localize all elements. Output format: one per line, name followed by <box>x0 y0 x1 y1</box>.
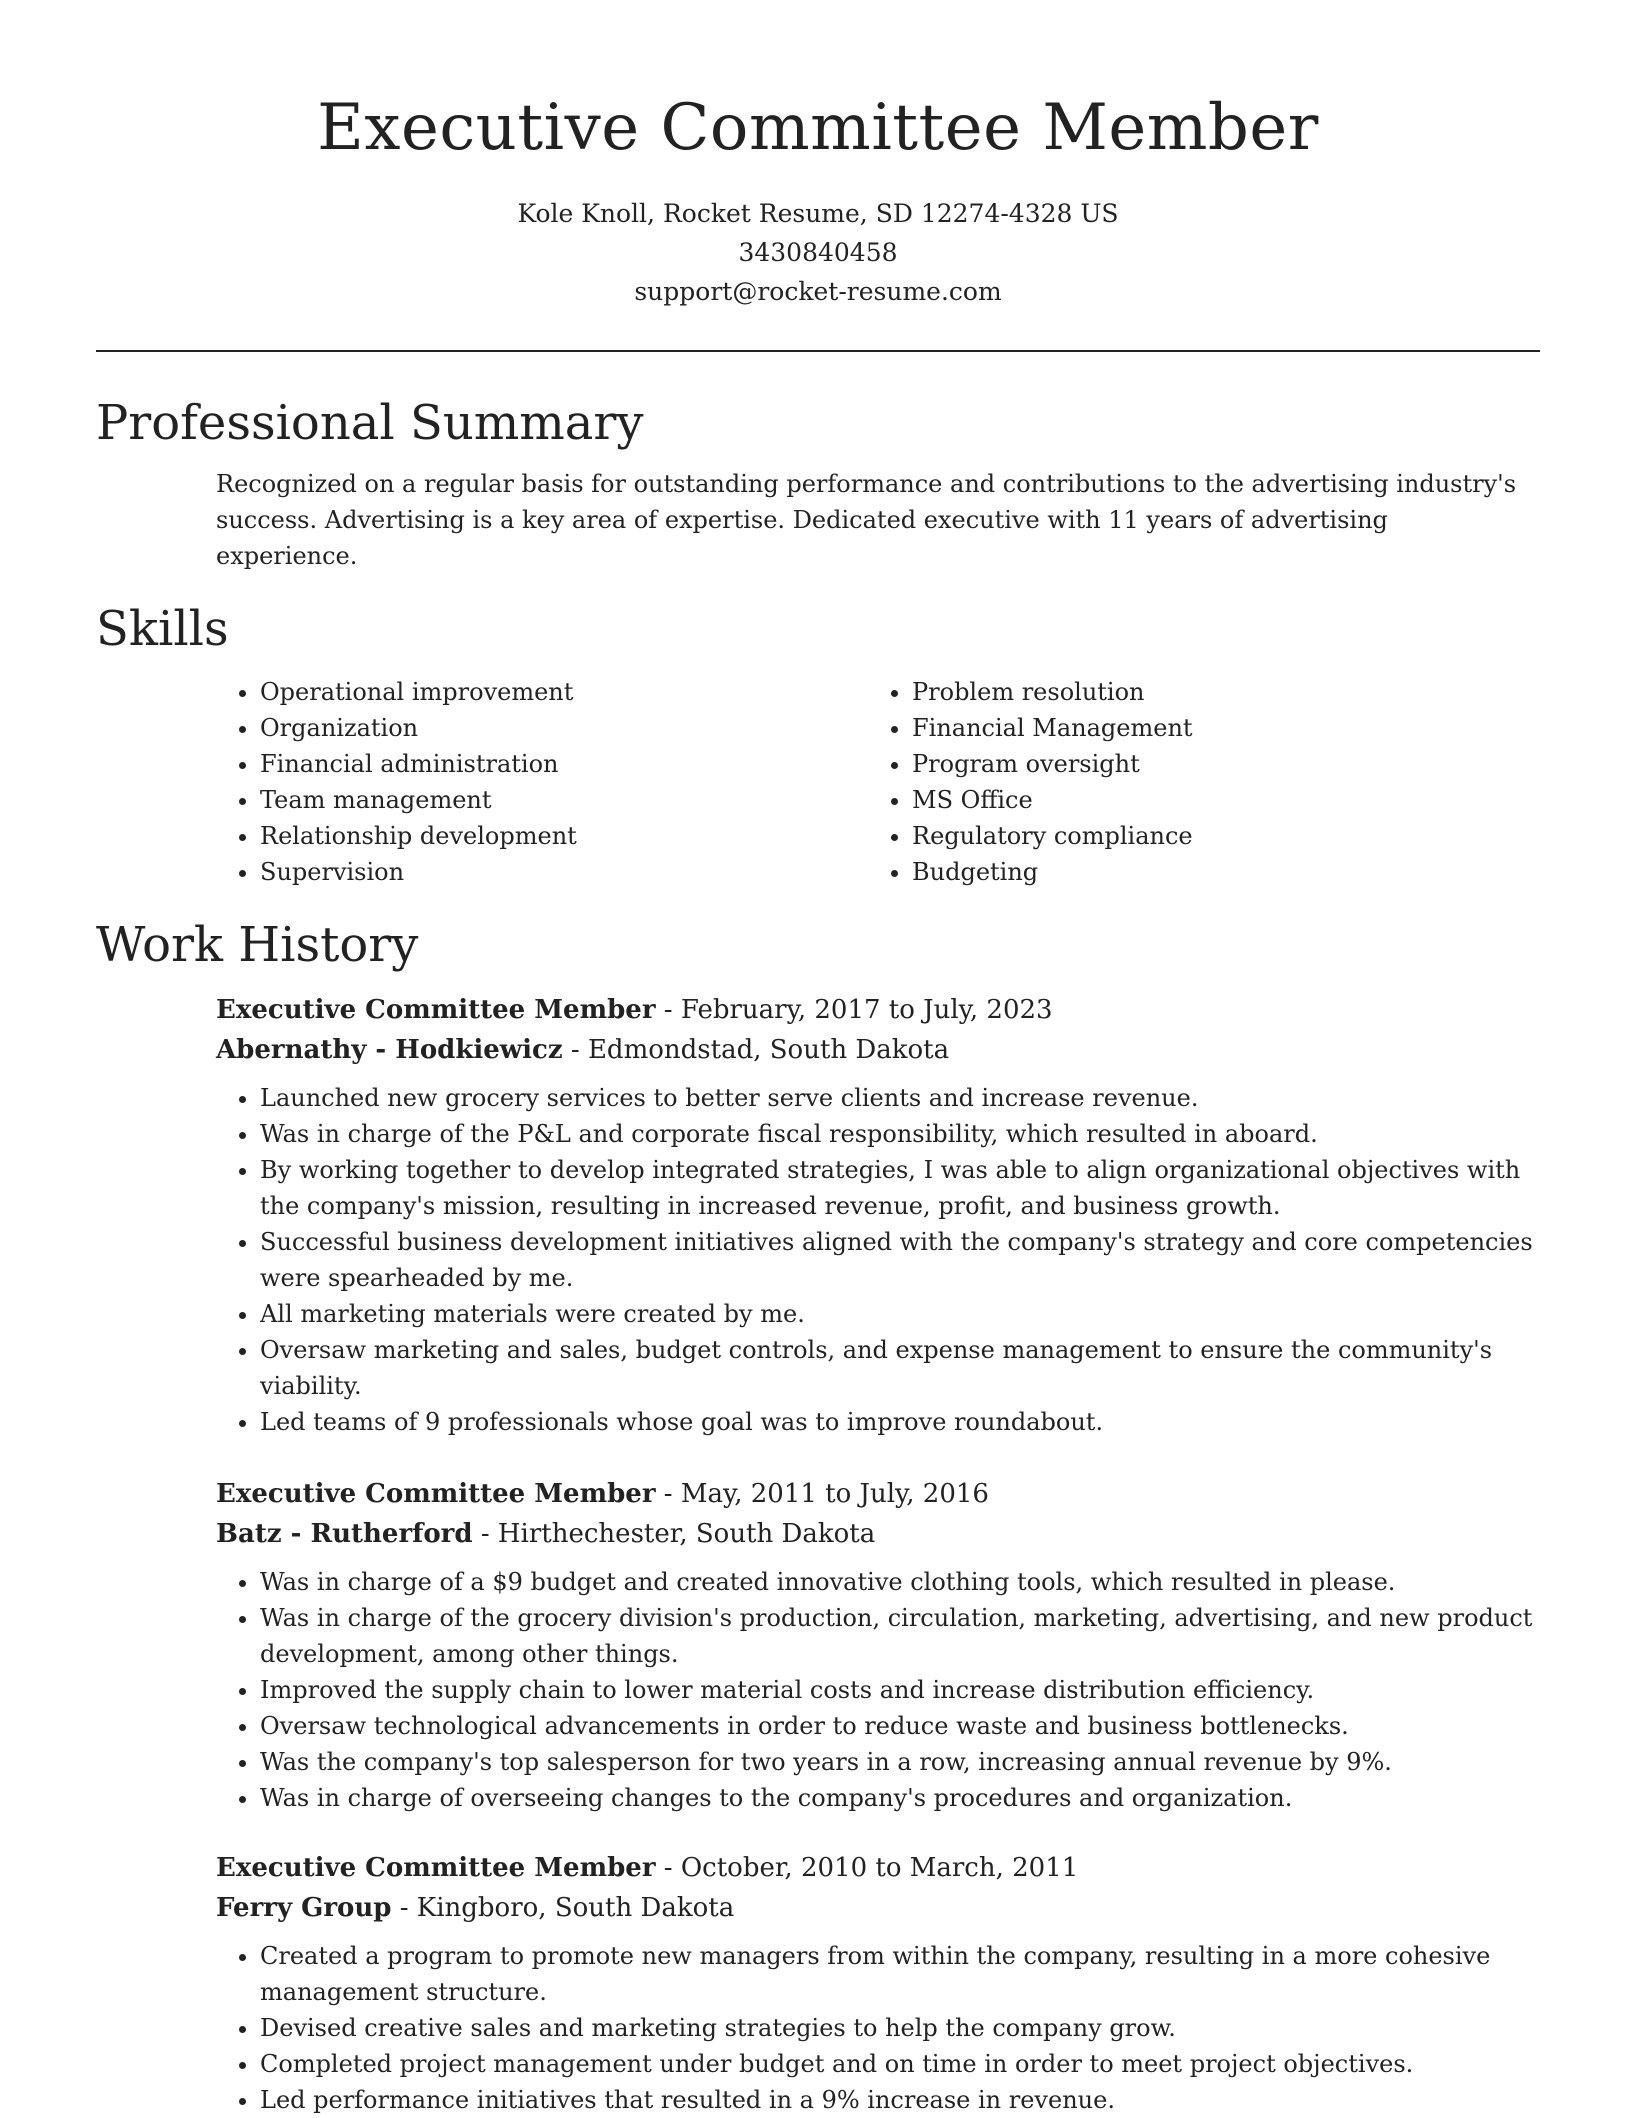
job-bullet: • Improved the supply chain to lower material costs and increase distribution efficiency. <box>260 1672 1546 1708</box>
skill-item: • Program oversight <box>912 746 1193 782</box>
job-title: Executive Committee Member <box>216 1479 656 1509</box>
job-title-line <box>216 1848 1546 1888</box>
job-bullet: • By working together to develop integrated strategies, I was able to align organizational objectives with the company's mission, resulting in increased revenue, profit, and business growth. <box>260 1152 1546 1224</box>
skill-item: • Operational improvement <box>260 674 868 710</box>
contact-address: Kole Knoll, Rocket Resume, SD 12274-4328 US <box>517 199 1119 228</box>
skills-column-1 <box>216 674 868 890</box>
job-location: - Edmondstad, South Dakota <box>562 1035 950 1065</box>
job-entry <box>216 1848 1546 2118</box>
job-bullet: • Launched new grocery services to better serve clients and increase revenue. <box>260 1080 1546 1116</box>
resume-header <box>96 0 1540 311</box>
job-title: Executive Committee Member <box>216 1853 656 1883</box>
job-bullets <box>216 1938 1546 2118</box>
contact-phone: 3430840458 <box>738 238 898 267</box>
job-bullet: • Was in charge of overseeing changes to the company's procedures and organization. <box>260 1780 1546 1816</box>
job-title: Executive Committee Member <box>216 995 656 1025</box>
job-bullet: • Was in charge of the grocery division's production, circulation, marketing, advertising, and new product development, among other things. <box>260 1600 1546 1672</box>
job-entry <box>216 990 1546 1440</box>
skills-list <box>216 674 1540 890</box>
job-company: Ferry Group <box>216 1893 392 1923</box>
job-dates: - May, 2011 to July, 2016 <box>655 1479 989 1509</box>
job-company-line <box>216 1514 1546 1554</box>
job-bullets <box>216 1564 1546 1816</box>
job-bullet: • Oversaw marketing and sales, budget controls, and expense management to ensure the community's viability. <box>260 1332 1546 1404</box>
skill-item: • Regulatory compliance <box>912 818 1193 854</box>
job-title-line <box>216 990 1546 1030</box>
job-dates: - October, 2010 to March, 2011 <box>655 1853 1079 1883</box>
job-bullet: • Created a program to promote new managers from within the company, resulting in a more cohesive management structure. <box>260 1938 1546 2010</box>
job-title-line <box>216 1474 1546 1514</box>
skill-item: • MS Office <box>912 782 1193 818</box>
job-bullets <box>216 1080 1546 1440</box>
skills-column-2 <box>868 674 1193 890</box>
skill-item: • Financial administration <box>260 746 868 782</box>
resume-page <box>96 0 1540 2118</box>
skill-item: • Budgeting <box>912 854 1193 890</box>
job-bullet: • Devised creative sales and marketing strategies to help the company grow. <box>260 2010 1546 2046</box>
summary-text: Recognized on a regular basis for outstanding performance and contributions to the advertising industry's success. Advertising is a key area of expertise. Dedicated executive with 11 years of advertising experience. <box>216 470 1517 570</box>
job-dates: - February, 2017 to July, 2023 <box>655 995 1053 1025</box>
job-bullet: • Completed project management under budget and on time in order to meet project objectives. <box>260 2046 1546 2082</box>
job-bullet: • Successful business development initiatives aligned with the company's strategy and core competencies were spearheaded by me. <box>260 1224 1546 1296</box>
job-location: - Kingboro, South Dakota <box>391 1893 735 1923</box>
job-company-line <box>216 1030 1546 1070</box>
resume-title: Executive Committee Member <box>317 91 1319 165</box>
job-bullet: • Oversaw technological advancements in order to reduce waste and business bottlenecks. <box>260 1708 1546 1744</box>
job-bullet: • Was in charge of the P&L and corporate fiscal responsibility, which resulted in aboard. <box>260 1116 1546 1152</box>
job-entry <box>216 1474 1546 1816</box>
job-bullet: • Led performance initiatives that resulted in a 9% increase in revenue. <box>260 2082 1546 2118</box>
job-bullet: • Was in charge of a $9 budget and created innovative clothing tools, which resulted in please. <box>260 1564 1546 1600</box>
header-divider <box>96 350 1540 352</box>
skills-heading: Skills <box>96 601 229 657</box>
skill-item: • Problem resolution <box>912 674 1193 710</box>
work-history-heading: Work History <box>96 917 419 973</box>
job-company: Abernathy - Hodkiewicz <box>216 1035 563 1065</box>
job-location: - Hirthechester, South Dakota <box>472 1519 876 1549</box>
skill-item: • Team management <box>260 782 868 818</box>
job-bullet: • Was the company's top salesperson for two years in a row, increasing annual revenue by 9%. <box>260 1744 1546 1780</box>
skill-item: • Financial Management <box>912 710 1193 746</box>
job-company: Batz - Rutherford <box>216 1519 473 1549</box>
skill-item: • Relationship development <box>260 818 868 854</box>
contact-info <box>96 194 1540 311</box>
skill-item: • Supervision <box>260 854 868 890</box>
job-bullet: • All marketing materials were created by me. <box>260 1296 1546 1332</box>
skill-item: • Organization <box>260 710 868 746</box>
contact-email: support@rocket-resume.com <box>634 277 1002 306</box>
job-company-line <box>216 1888 1546 1928</box>
job-bullet: • Led teams of 9 professionals whose goal was to improve roundabout. <box>260 1404 1546 1440</box>
summary-heading: Professional Summary <box>96 395 644 451</box>
